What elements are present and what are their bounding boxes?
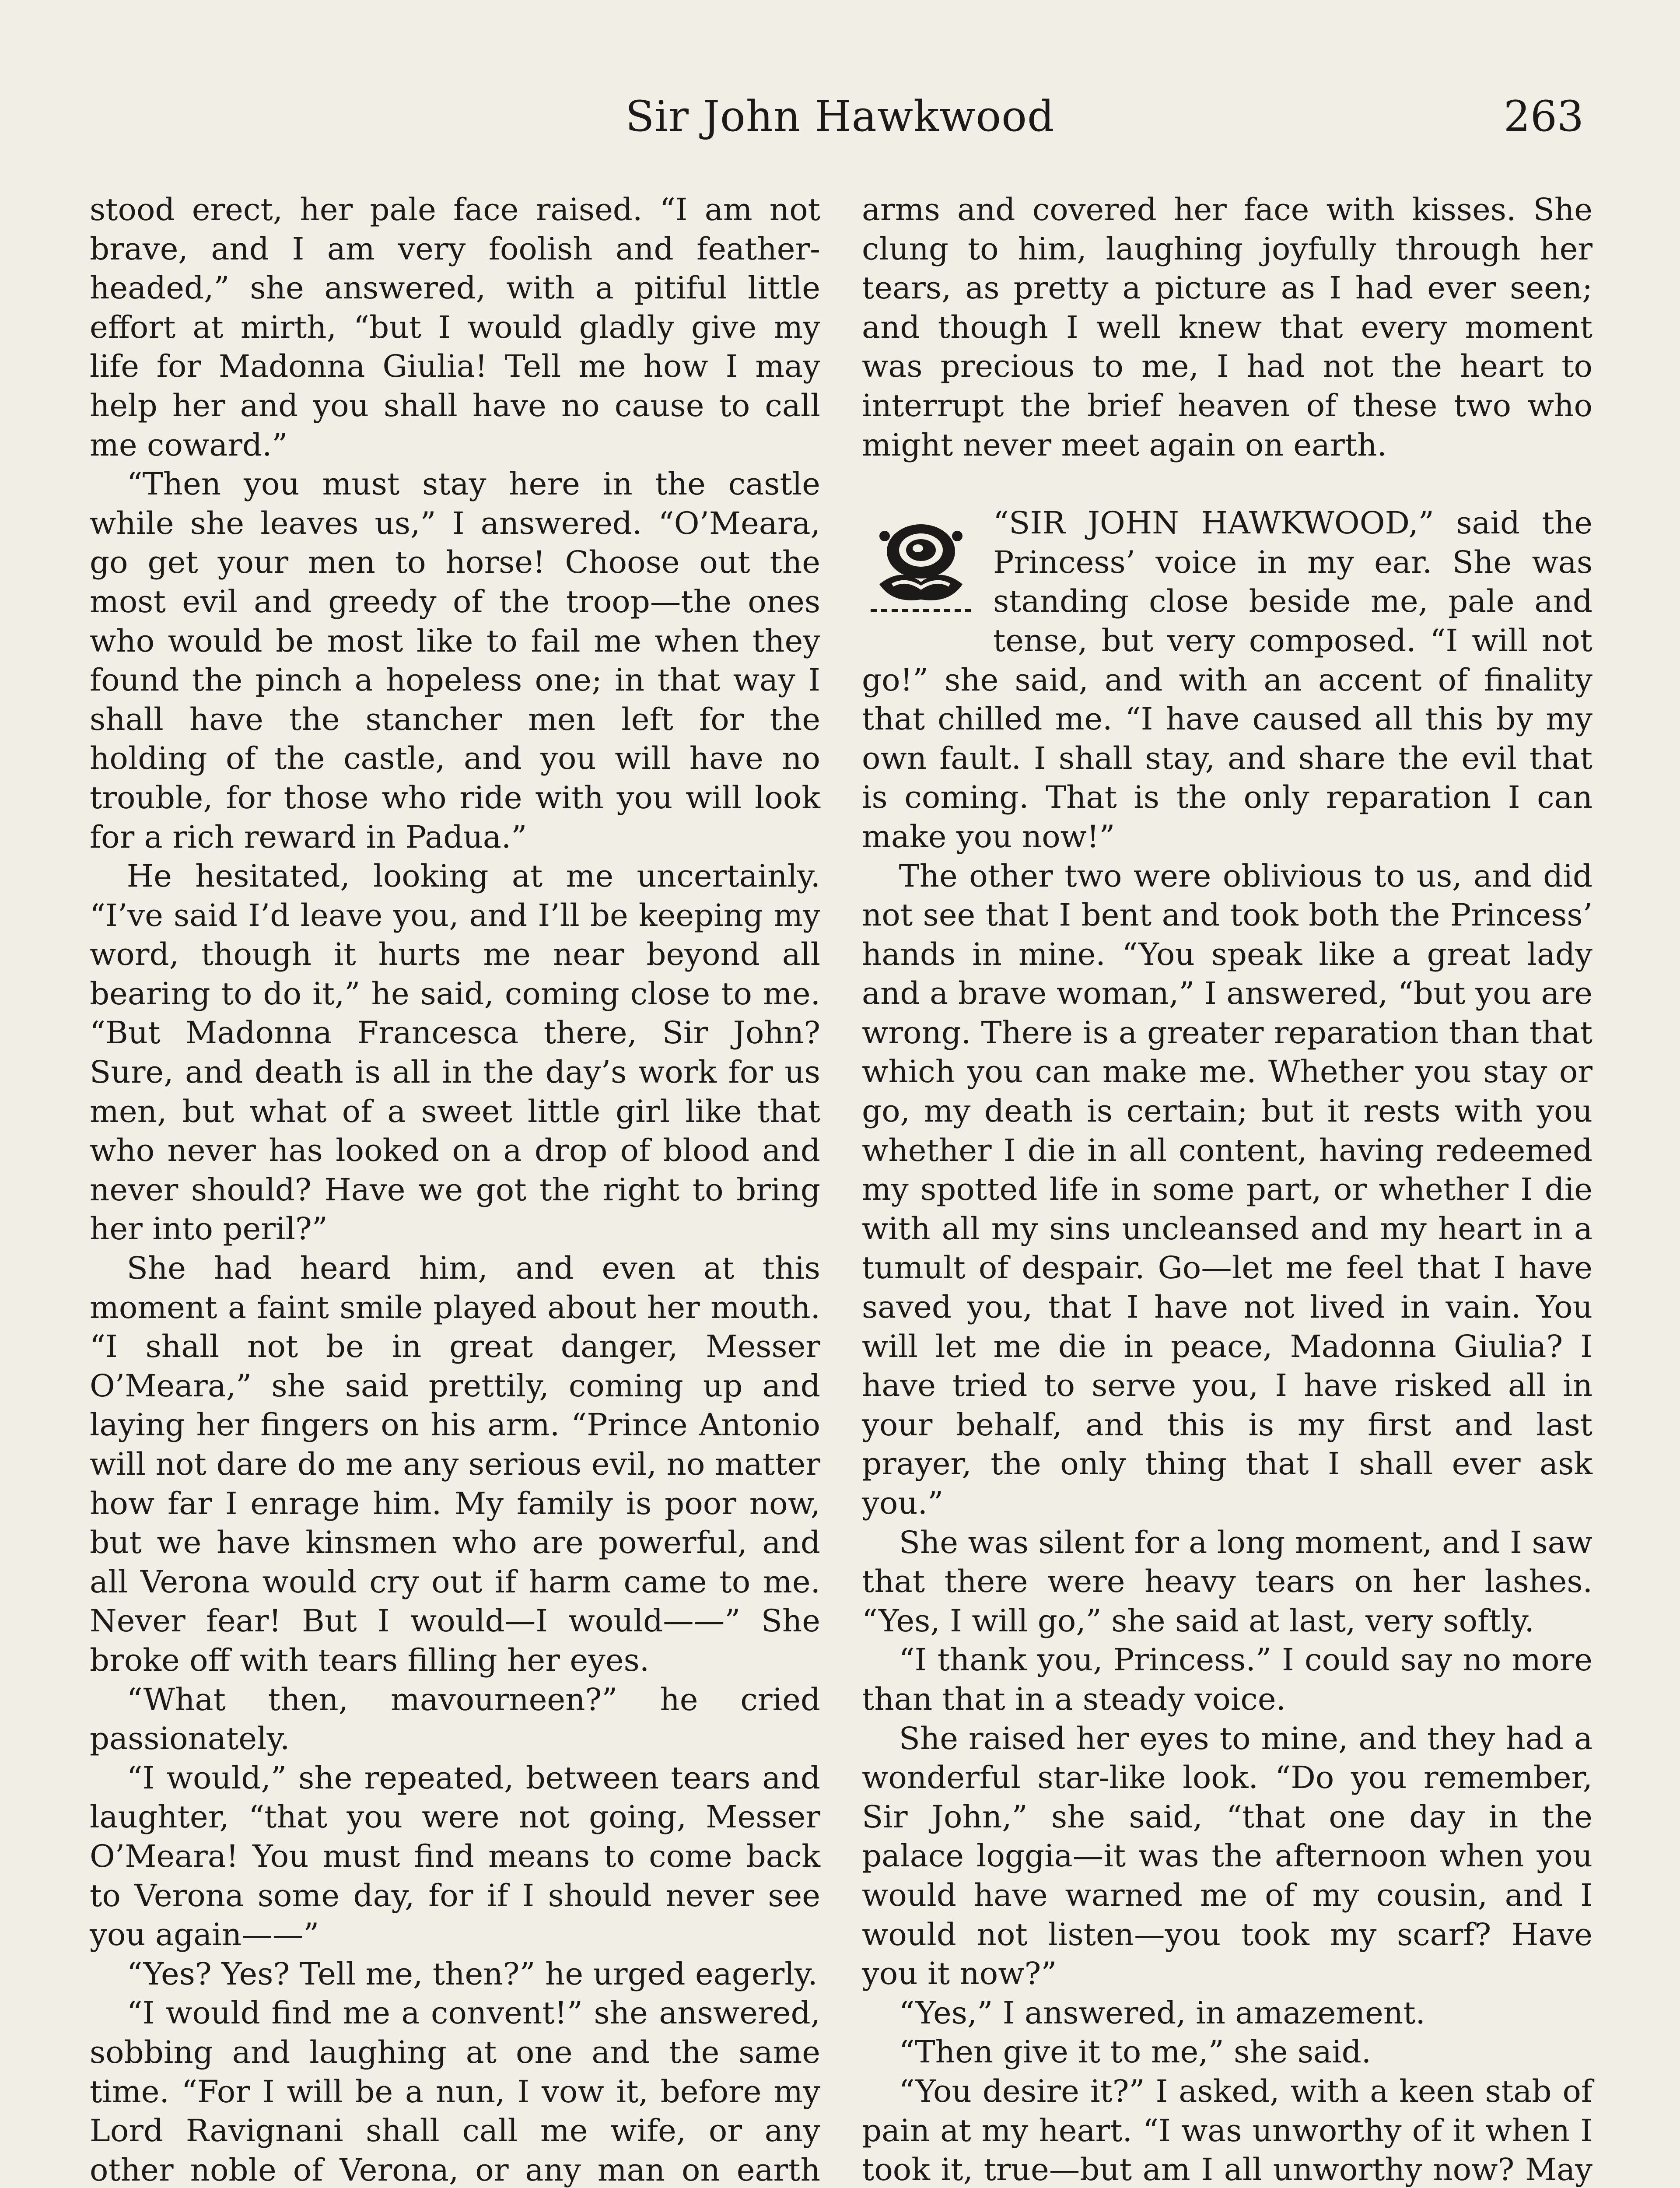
rose-ornament-icon (862, 510, 980, 624)
paragraph: “Then you must stay here in the castle while she leaves us,” I answered. “O’Meara, go get your men to horse! Choose out the most evil and greedy of the troop—the ones who would be most like to fail me when they found the pinch a hopeless one; in that way I shall have the stancher men left for the holding of the castle, and you will have no trouble, for those who ride with you will look for a rich reward in Padua.” (90, 466, 820, 855)
paragraph: “I would find me a convent!” she answered, sobbing and laughing at one and the same time. “For I will be a nun, I vow it, before my Lord Ravignani shall call me wife, or any other noble of Verona, or any man on earth (90, 1995, 820, 2188)
right-column (862, 190, 1592, 2188)
paragraph: “SIR JOHN HAWKWOOD,” said the Princess’ voice in my ear. She was standing close beside me, pale and tense, but very composed. “I will not go!” she said, and with an accent of finality that chilled me. “I have caused all this by my own fault. I shall stay, and share the evil that is coming. That is the only reparation I can make you now!” (862, 505, 1592, 855)
paragraph: “I thank you, Princess.” I could say no more than that in a steady voice. (862, 1642, 1592, 1717)
page-number: 263 (1503, 92, 1584, 141)
paragraph: stood erect, her pale face raised. “I am not brave, and I am very foolish and feather-headed,” she answered, with a pitiful little effort at mirth, “but I would gladly give my life for Madonna Giulia! Tell me how I may help her and you shall have no cause to call me coward.” (90, 192, 820, 463)
left-column (90, 190, 820, 2188)
paragraph: She raised her eyes to mine, and they had a wonderful star-like look. “Do you remember, Sir John,” she said, “that one day in the palace loggia—it was the afternoon when you would have warned me of my cousin, and I would not listen—you took my scarf? Have you it now?” (862, 1720, 1592, 1992)
paragraph: The other two were oblivious to us, and did not see that I bent and took both the Princess’ hands in mine. “You speak like a great lady and a brave woman,” I answered, “but you are wrong. There is a greater reparation than that which you can make me. Whether you stay or go, my death is certain; but it rests with you whether I die in all content, having redeemed my spotted life in some part, or whether I die with all my sins uncleansed and my heart in a tumult of despair. Go—let me feel that I have saved you, that I have not lived in vain. You will let me die in peace, Madonna Giulia? I have tried to serve you, I have risked all in your behalf, and this is my first and last prayer, the only thing that I shall ever ask you.” (862, 858, 1592, 1521)
paragraph: “What then, mavourneen?” he cried passionately. (90, 1681, 820, 1757)
paragraph: She was silent for a long moment, and I saw that there were heavy tears on her lashes. “Yes, I will go,” she said at last, very softly. (862, 1524, 1592, 1639)
paragraph: “Then give it to me,” she said. (899, 2034, 1372, 2070)
paragraph: “I would,” she repeated, between tears and laughter, “that you were not going, Messer O’Meara! You must find means to come back to Verona some day, for if I should never see you again——” (90, 1760, 820, 1953)
paragraph: “You desire it?” I asked, with a keen stab of pain at my heart. “I was unworthy of it when I took it, true—but am I all unworthy now? May (862, 2073, 1592, 2188)
running-title: Sir John Hawkwood (625, 92, 1055, 141)
paragraph: She had heard him, and even at this moment a faint smile played about her mouth. “I shall not be in great danger, Messer O’Meara,” she said prettily, coming up and laying her fingers on his arm. “Prince Antonio will not dare do me any serious evil, no matter how far I enrage him. My family is poor now, but we have kinsmen who are powerful, and all Verona would cry out if harm came to me. Never fear! But I would—I would——” She broke off with tears filling her eyes. (90, 1250, 820, 1678)
paragraph: arms and covered her face with kisses. She clung to him, laughing joyfully through her tears, as pretty a picture as I had ever seen; and though I well knew that every moment was precious to me, I had not the heart to interrupt the brief heaven of these two who might never meet again on earth. (862, 192, 1592, 463)
page-header (88, 83, 1592, 158)
paragraph: He hesitated, looking at me uncertainly. “I’ve said I’d leave you, and I’ll be keeping my word, though it hurts me near beyond all bearing to do it,” he said, coming close to me. “But Madonna Francesca there, Sir John? Sure, and death is all in the day’s work for us men, but what of a sweet little girl like that who never has looked on a drop of blood and never should? Have we got the right to bring her into peril?” (90, 858, 820, 1247)
paragraph: “Yes? Yes? Tell me, then?” he urged eagerly. (126, 1956, 818, 1992)
paragraph: “Yes,” I answered, in amazement. (899, 1995, 1425, 2031)
